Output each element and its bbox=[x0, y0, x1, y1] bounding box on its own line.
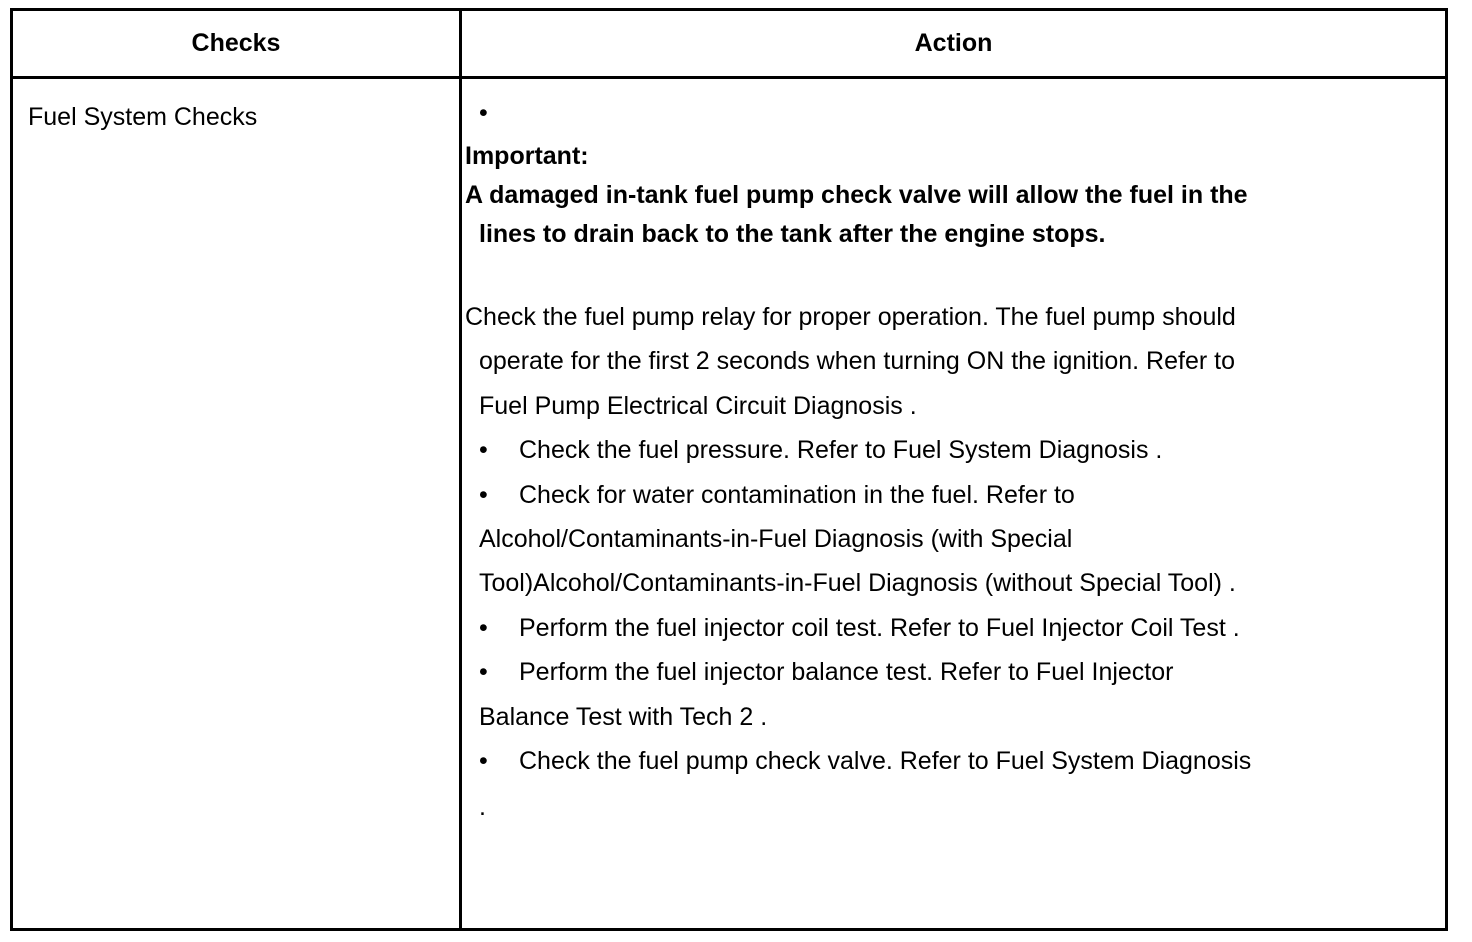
list-item-text: Perform the fuel injector coil test. Refer to Fuel Injector Coil Test . bbox=[519, 614, 1240, 642]
list-item-continuation: Alcohol/Contaminants-in-Fuel Diagnosis (with Special bbox=[479, 525, 1073, 553]
list-item-text: Perform the fuel injector balance test. Refer to Fuel Injector bbox=[519, 658, 1174, 686]
list-item-text: Check the fuel pressure. Refer to Fuel System Diagnosis . bbox=[519, 436, 1163, 464]
list-item bbox=[479, 611, 1240, 645]
bullet-icon: • bbox=[479, 614, 488, 642]
action-column-header: Action bbox=[914, 28, 993, 57]
list-item-continuation: Balance Test with Tech 2 . bbox=[479, 703, 768, 731]
list-item bbox=[479, 478, 1075, 512]
relay-check-line-2: operate for the first 2 seconds when turning ON the ignition. Refer to bbox=[479, 347, 1235, 375]
relay-check-line-3: Fuel Pump Electrical Circuit Diagnosis . bbox=[479, 392, 917, 420]
list-item bbox=[479, 433, 1162, 467]
checks-column-header: Checks bbox=[191, 28, 281, 57]
list-item bbox=[479, 744, 1251, 778]
list-item bbox=[479, 655, 1173, 689]
important-label: Important: bbox=[465, 142, 589, 170]
check-cell-fuel-system: Fuel System Checks bbox=[28, 103, 258, 131]
bullet-icon: • bbox=[479, 436, 488, 464]
important-text-line-1: A damaged in-tank fuel pump check valve will allow the fuel in the bbox=[465, 181, 1248, 209]
relay-check-line-1: Check the fuel pump relay for proper operation. The fuel pump should bbox=[465, 303, 1236, 331]
column-divider bbox=[459, 8, 462, 931]
list-item-text: Check for water contamination in the fuel. Refer to bbox=[519, 481, 1075, 509]
list-item-continuation: . bbox=[479, 793, 486, 821]
list-item-text: Check the fuel pump check valve. Refer to Fuel System Diagnosis bbox=[519, 747, 1252, 775]
bullet-icon: • bbox=[479, 658, 488, 686]
bullet-icon: • bbox=[479, 481, 488, 509]
list-item-continuation: Tool)Alcohol/Contaminants-in-Fuel Diagnosis (without Special Tool) . bbox=[479, 569, 1236, 597]
lead-bullet: • bbox=[479, 99, 488, 127]
important-text-line-2: lines to drain back to the tank after the engine stops. bbox=[479, 220, 1106, 248]
bullet-icon: • bbox=[479, 747, 488, 775]
diagnostic-table bbox=[10, 8, 1448, 931]
